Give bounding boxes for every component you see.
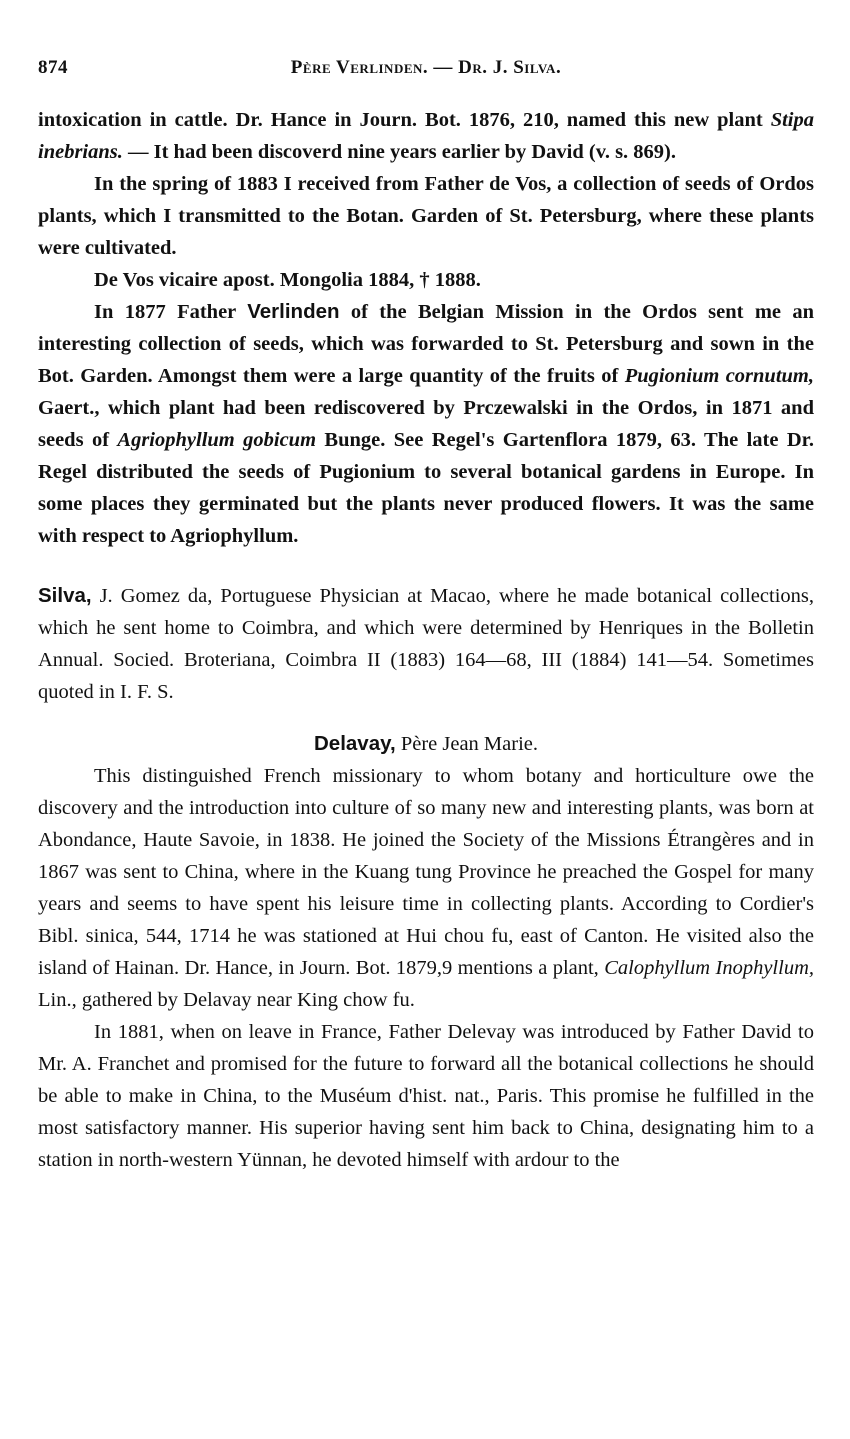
paragraph-text: In 1877 Father	[94, 301, 248, 323]
paragraph-text: of the Belgian Mission in the Ordos sent me an interesting collection of seeds, which was forwarded to St. Petersburg and sown in the Bot. Garden. Amongst them were a large quantity of the fruits of	[38, 301, 814, 387]
paragraph-text: Bunge. See Regel's Gartenflora 1879, 63. The late Dr. Regel distributed the seeds of Pugionium to several botanical gardens in Europe. In some places they germinated but the plants never produced flowers. It was the same with respect to Agriophyllum.	[38, 429, 814, 547]
paragraph-verlinden	[38, 296, 814, 552]
species-name: Pugionium cornutum,	[624, 365, 815, 387]
page-header	[38, 52, 814, 88]
person-name: Delavay,	[314, 732, 396, 755]
person-name: Silva,	[38, 584, 92, 607]
running-head: Père Verlinden. — Dr. J. Silva.	[290, 57, 562, 78]
paragraph-delavay-biography	[38, 760, 814, 1016]
paragraph-de-vos-dates: De Vos vicaire apost. Mongolia 1884, † 1888.	[94, 269, 481, 291]
paragraph-text: Lin., gathered by Delavay near King chow fu.	[38, 989, 415, 1011]
person-name: Verlinden	[247, 300, 340, 323]
species-name: Stipa inebrians.	[38, 109, 814, 163]
page-number: 874	[38, 57, 68, 78]
paragraph-silva	[38, 580, 814, 708]
section-gap	[38, 708, 814, 728]
section-gap	[38, 552, 814, 580]
paragraph-text: J. Gomez da, Portuguese Physician at Macao, where he made botanical collections, which he sent home to Coimbra, and which were determined by Henriques in the Bolletin Annual. Socied. Broteriana, Coimbra II (1883) 164—68, III (1884) 141—54. Sometimes quoted in I. F. S.	[38, 585, 814, 703]
paragraph-text: This distinguished French missionary to whom botany and horticulture owe the discovery and the introduction into culture of so many new and interesting plants, was born at Abondance, Haute Savoie, in 1838. He joined the Society of the Missions Étrangères and in 1867 was sent to China, where in the Kuang tung Province he preached the Gospel for many years and seems to have spent his leisure time in collecting plants. According to Cordier's Bibl. sinica, 544, 1714 he was stationed at Hui chou fu, east of Canton. He visited also the island of Hainan. Dr. Hance, in Journ. Bot. 1879,9 mentions a plant,	[38, 765, 814, 979]
section-heading-delavay	[38, 728, 814, 760]
paragraph-text: Gaert., which plant had been rediscovered by Prczewalski in the Ordos, in 1871 and seeds of	[38, 397, 814, 451]
heading-text: Père Jean Marie.	[395, 733, 538, 755]
paragraph-delavay-franchet: In 1881, when on leave in France, Father Delevay was introduced by Father David to Mr. A. Franchet and promised for the future to forward all the botanical collections he should be able to make in China, to the Muséum d'hist. nat., Paris. This promise he fulfilled in the most satisfactory manner. His superior having sent him back to China, designating him to a station in north-western Yünnan, he devoted himself with ardour to the	[38, 1021, 814, 1171]
paragraph-de-vos-seeds: In the spring of 1883 I received from Father de Vos, a collection of seeds of Ordos plants, which I transmitted to the Botan. Garden of St. Petersburg, where these plants were cultivated.	[38, 173, 814, 259]
paragraph-intoxication	[38, 104, 814, 168]
paragraph-text: — It had been discoverd nine years earlier by David (v. s. 869).	[122, 141, 676, 163]
paragraph-text: intoxication in cattle. Dr. Hance in Journ. Bot. 1876, 210, named this new plant	[38, 109, 771, 131]
species-name: Agriophyllum gobicum	[117, 429, 317, 451]
species-name: Calophyllum Inophyllum,	[604, 957, 814, 979]
